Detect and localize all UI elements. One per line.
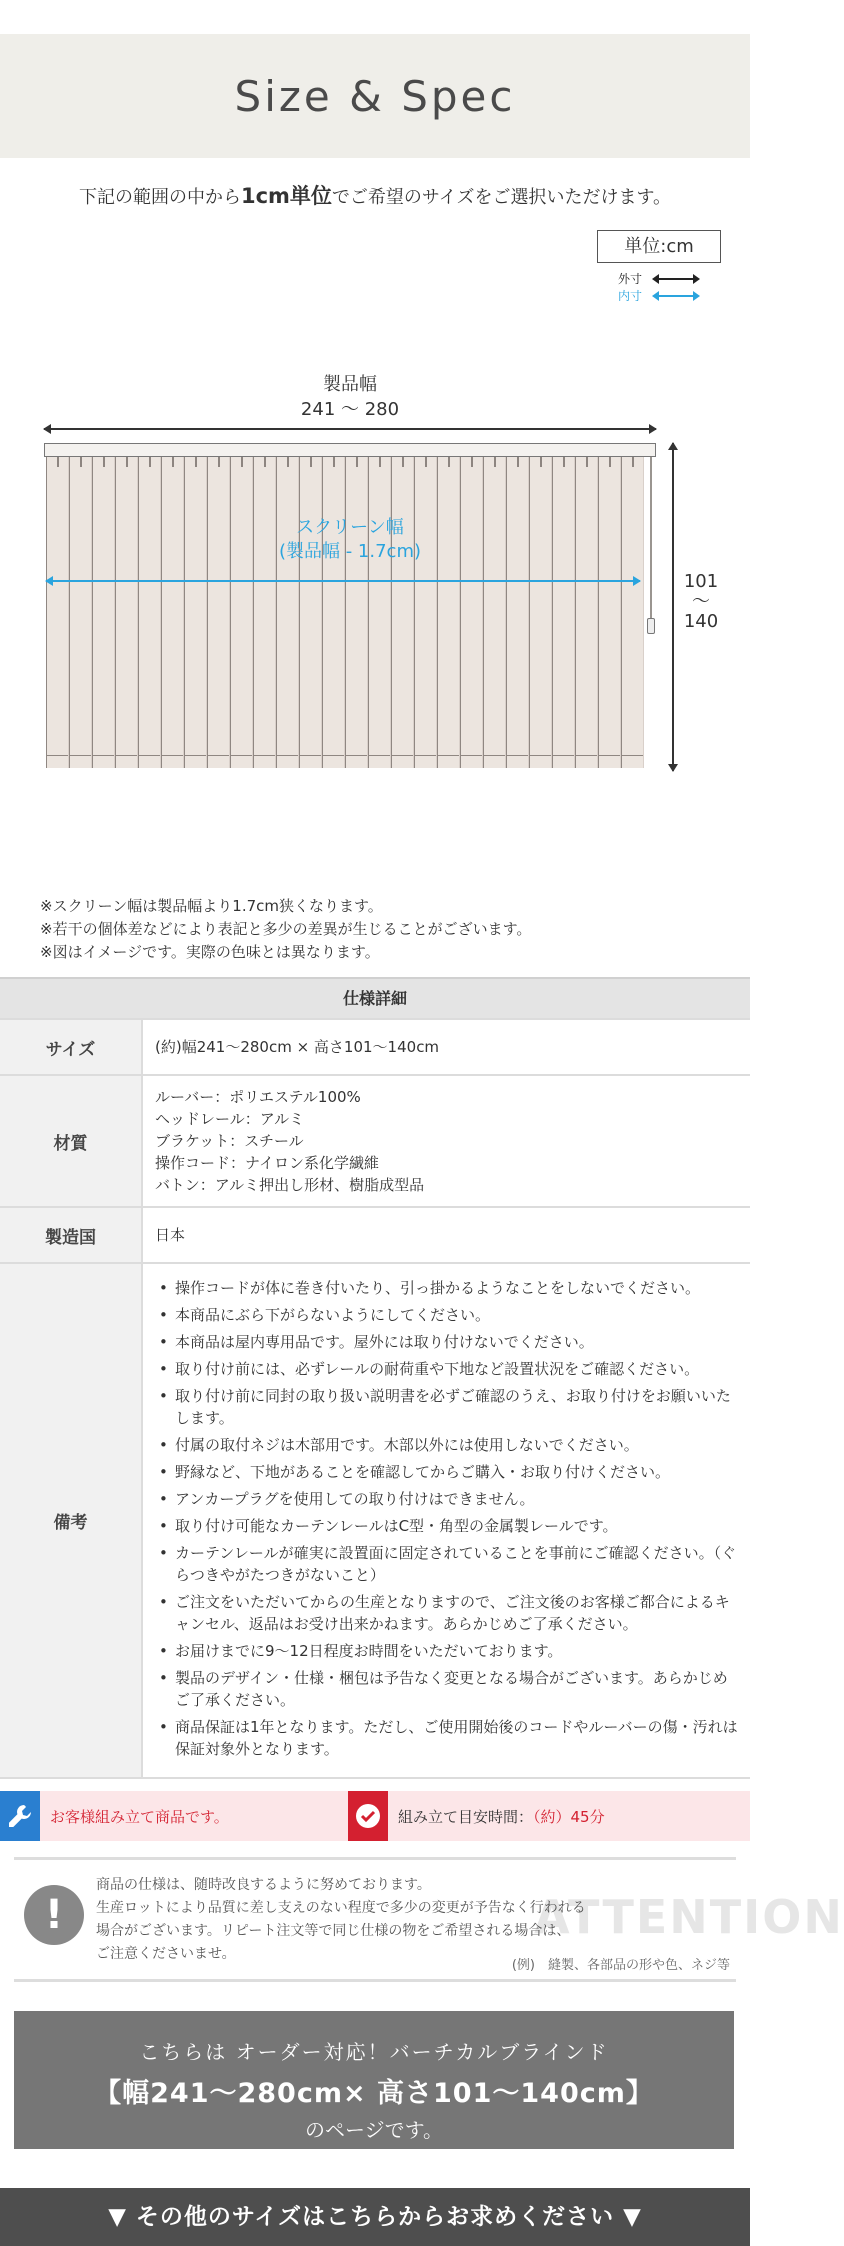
blind-illustration <box>44 443 656 771</box>
material-item: ルーバー：ポリエステル100% <box>155 1088 361 1106</box>
remark-item: • 取り付け可能なカーテンレールはC型・角型の金属製レールです。 <box>155 1515 738 1537</box>
height-sep: ～ <box>692 591 710 612</box>
size-notes <box>40 895 531 964</box>
louver-slat <box>69 457 92 768</box>
size-selection-intro <box>0 180 750 210</box>
spec-row-origin <box>0 1206 750 1262</box>
note-item: ※スクリーン幅は製品幅より1.7cm狭くなります。 <box>40 897 383 915</box>
assembly-time-label: 組み立て目安時間： <box>398 1807 534 1826</box>
attention-line: 場合がございます。リピート注文等で同じ仕様の物をご希望される場合は、 <box>96 1923 571 1939</box>
louver-slat <box>529 457 552 768</box>
louver-slat <box>437 457 460 768</box>
louver-slat <box>253 457 276 768</box>
louver-slat <box>322 457 345 768</box>
spec-table-bottom-border <box>0 1777 750 1779</box>
double-arrow-icon <box>654 295 698 297</box>
screen-width-title: スクリーン幅 <box>296 517 404 538</box>
material-item: バトン：アルミ押出し形材、樹脂成型品 <box>155 1176 425 1194</box>
attention-line: 商品の仕様は、随時改良するように努めております。 <box>96 1877 431 1893</box>
legend-inner-label: 内寸 <box>618 289 643 303</box>
legend-inner <box>618 287 698 304</box>
assembly-time-value: （約）45分 <box>533 1807 605 1826</box>
louver-slat <box>161 457 184 768</box>
exclamation-icon: ! <box>24 1885 84 1945</box>
louver-slat <box>368 457 391 768</box>
product-height-label <box>678 572 724 632</box>
screen-width-arrow <box>46 580 640 582</box>
height-to: 140 <box>683 611 719 632</box>
spec-remarks-label: 備考 <box>0 1264 143 1777</box>
legend-outer-label: 外寸 <box>618 272 643 286</box>
remark-item: • 野縁など、下地があることを確認してからご購入・お取り付けください。 <box>155 1461 738 1483</box>
attention-watermark: ATTENTION <box>534 1890 844 1944</box>
order-line-2: 【幅241～280cm× 高さ101～140cm】 <box>94 2078 654 2109</box>
remarks-list <box>155 1277 738 1765</box>
spec-origin-value: 日本 <box>155 1226 186 1244</box>
louver-slat <box>276 457 299 768</box>
remark-item: • ご注文をいただいてからの生産となりますので、ご注文後のお客様ご都合によるキャンセル、返品はお受け出来かねます。あらかじめご了承ください。 <box>155 1591 738 1635</box>
spec-material-list <box>143 1076 750 1206</box>
material-item: 操作コード：ナイロン系化学繊維 <box>155 1154 379 1172</box>
remark-item: • アンカープラグを使用しての取り付けはできません。 <box>155 1488 738 1510</box>
note-item: ※若干の個体差などにより表記と多少の差異が生じることがございます。 <box>40 920 532 938</box>
order-line-3: のページです。 <box>305 2118 443 2142</box>
double-arrow-icon <box>654 278 698 280</box>
remark-item: • カーテンレールが確実に設置面に固定されていることを事前にご確認ください。（ぐらつきやがたつきがないこと） <box>155 1542 738 1586</box>
assembly-time <box>375 1791 750 1841</box>
product-width-range: 241 ～ 280 <box>300 399 400 420</box>
height-from: 101 <box>683 571 719 592</box>
assembly-band <box>0 1791 750 1841</box>
attention-line: 生産ロットにより品質に差し支えのない程度で多少の変更が予告なく行われる <box>96 1900 586 1916</box>
louver-slat <box>414 457 437 768</box>
material-item: ヘッドレール：アルミ <box>155 1110 305 1128</box>
attention-text <box>96 1874 586 1966</box>
product-width-label <box>44 372 656 422</box>
spec-table-title: 仕様詳細 <box>0 979 750 1018</box>
louver-slat <box>92 457 115 768</box>
screen-width-formula: (製品幅 - 1.7cm) <box>278 541 422 562</box>
remark-item: • 付属の取付ネジは木部用です。木部以外には使用しないでください。 <box>155 1434 738 1456</box>
header-band <box>0 34 750 158</box>
louver-slat <box>230 457 253 768</box>
order-line-1: こちらは オーダー対応！バーチカルブラインド <box>139 2040 609 2064</box>
remark-item: • 取り付け前には、必ずレールの耐荷重や下地など設置状況をご確認ください。 <box>155 1358 738 1380</box>
remark-item: • 本商品にぶら下がらないようにしてください。 <box>155 1304 738 1326</box>
spec-size-value: (約)幅241～280cm × 高さ101～140cm <box>155 1038 440 1056</box>
spec-table <box>0 977 750 1779</box>
page-title: Size & Spec <box>234 71 516 121</box>
louver-slat <box>506 457 529 768</box>
dimension-legend <box>618 270 698 304</box>
louver-slat <box>207 457 230 768</box>
other-sizes-link[interactable]: ▼ その他のサイズはこちらからお求めください ▼ <box>0 2188 750 2246</box>
unit-box: 単位:cm <box>597 230 721 263</box>
spec-material-label: 材質 <box>0 1076 143 1206</box>
clock-icon <box>348 1791 388 1841</box>
intro-suffix: でご希望のサイズをご選択いただけます。 <box>331 187 672 208</box>
assembly-required-text: お客様組み立て商品です。 <box>50 1807 229 1826</box>
louver-slat <box>115 457 138 768</box>
louver-slat <box>391 457 414 768</box>
product-height-arrow <box>672 443 674 771</box>
remark-item: • 商品保証は1年となります。ただし、ご使用開始後のコードやルーバーの傷・汚れは保証対象外となります。 <box>155 1716 738 1760</box>
note-item: ※図はイメージです。実際の色味とは異なります。 <box>40 943 380 961</box>
intro-prefix: 下記の範囲の中から <box>78 187 241 208</box>
spec-row-remarks <box>0 1262 750 1777</box>
spec-size-label: サイズ <box>0 1020 143 1074</box>
assembly-time-text <box>398 1806 605 1827</box>
product-width-title: 製品幅 <box>323 374 377 395</box>
head-rail <box>44 443 656 457</box>
spec-origin-label: 製造国 <box>0 1208 143 1262</box>
wrench-icon <box>0 1791 40 1841</box>
louver-slat <box>299 457 322 768</box>
remark-item: • お届けまでに9～12日程度お時間をいただいております。 <box>155 1640 738 1662</box>
louver-slat <box>460 457 483 768</box>
louver-slat <box>575 457 598 768</box>
assembly-required <box>0 1791 375 1841</box>
louver-slats <box>46 457 644 768</box>
intro-emphasis: 1cm単位 <box>240 184 332 208</box>
remark-item: • 取り付け前に同封の取り扱い説明書を必ずご確認のうえ、お取り付けをお願いいたします。 <box>155 1385 738 1429</box>
louver-slat <box>138 457 161 768</box>
louver-slat <box>483 457 506 768</box>
remark-item: • 本商品は屋内専用品です。屋外には取り付けないでください。 <box>155 1331 738 1353</box>
spec-remarks-cell <box>143 1264 750 1777</box>
product-width-arrow <box>44 428 656 430</box>
attention-line: ご注意くださいませ。 <box>96 1946 236 1962</box>
spec-row-size <box>0 1018 750 1074</box>
attention-example: (例) 縫製、各部品の形や色、ネジ等 <box>511 1958 730 1973</box>
legend-outer <box>618 270 698 287</box>
louver-slat <box>552 457 575 768</box>
remark-item: • 製品のデザイン・仕様・梱包は予告なく変更となる場合がございます。あらかじめご了承ください。 <box>155 1667 738 1711</box>
remark-item: • 操作コードが体に巻き付いたり、引っ掛かるようなことをしないでください。 <box>155 1277 738 1299</box>
attention-box <box>14 1857 844 1982</box>
cord-weight <box>647 618 655 634</box>
louver-slat <box>621 457 644 768</box>
louver-slat <box>345 457 368 768</box>
louver-slat <box>598 457 621 768</box>
order-info-box <box>14 2011 734 2149</box>
louver-slat <box>46 457 69 768</box>
spec-row-material <box>0 1074 750 1206</box>
screen-width-label <box>44 516 656 564</box>
material-item: ブラケット：スチール <box>155 1132 304 1150</box>
louver-slat <box>184 457 207 768</box>
